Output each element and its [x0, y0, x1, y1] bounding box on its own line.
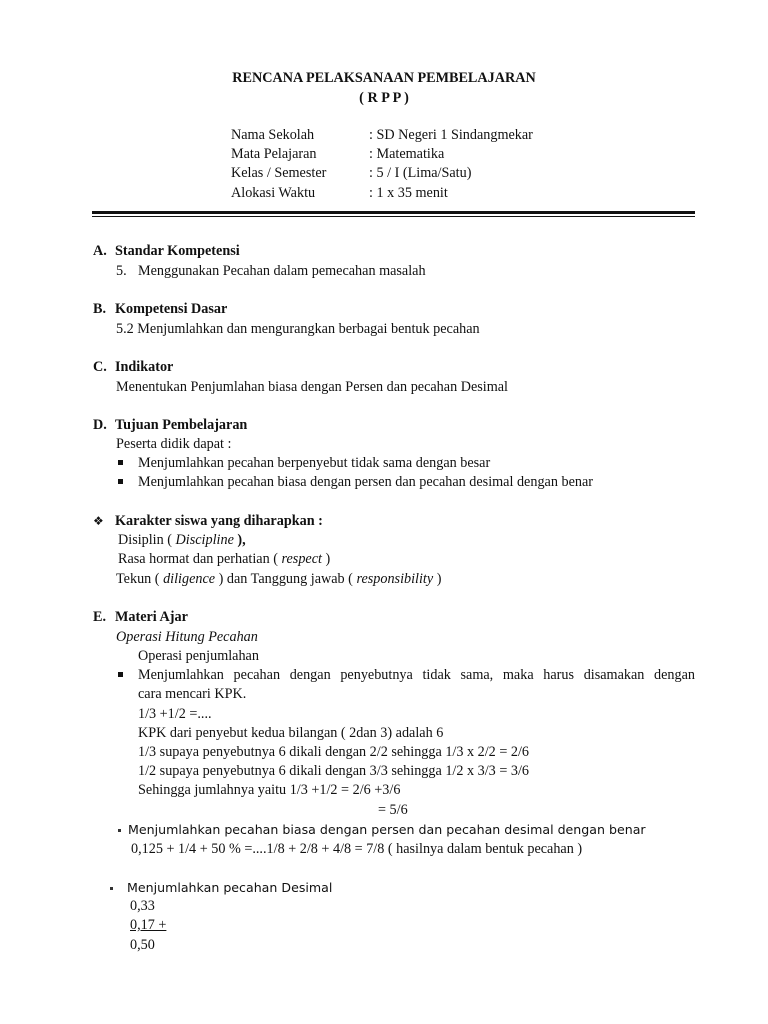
bullet-icon — [118, 460, 123, 465]
section-d-bullet: Menjumlahkan pecahan berpenyebut tidak sama dengan besar — [138, 455, 491, 471]
karakter-line — [118, 531, 246, 550]
info-value: : 5 / I (Lima/Satu) — [369, 165, 472, 181]
bullet-icon — [118, 672, 123, 677]
section-b-letter: B. — [93, 301, 107, 317]
karakter-text: ) — [433, 571, 442, 587]
section-a-title: Standar Kompetensi — [115, 243, 240, 259]
karakter-text: ) dan Tanggung jawab ( — [215, 571, 357, 587]
materi-bullet-text: cara mencari KPK. — [138, 686, 247, 702]
karakter-text: Disiplin ( — [118, 532, 176, 548]
section-b-title: Kompetensi Dasar — [115, 301, 228, 317]
section-b-item: 5.2 Menjumlahkan dan mengurangkan berbagai bentuk pecahan — [116, 321, 480, 337]
header-divider-thick — [92, 211, 695, 214]
document-subtitle: ( R P P ) — [359, 90, 409, 106]
calc-line: 0,125 + 1/4 + 50 % =....1/8 + 2/8 + 4/8 = 7/8 ( hasilnya dalam bentuk pecahan ) — [131, 841, 583, 857]
calc-line: Sehingga jumlahnya yaitu 1/3 +1/2 = 2/6 +3/6 — [138, 782, 401, 798]
karakter-term: Discipline — [175, 532, 234, 548]
section-e-letter: E. — [93, 609, 107, 625]
section-c-item: Menentukan Penjumlahan biasa dengan Persen dan pecahan Desimal — [116, 379, 508, 395]
header-divider-thin — [92, 216, 695, 217]
karakter-title: Karakter siswa yang diharapkan : — [115, 513, 323, 529]
info-label: Mata Pelajaran — [231, 146, 317, 162]
info-label: Alokasi Waktu — [231, 185, 316, 201]
section-d-intro: Peserta didik dapat : — [116, 436, 232, 452]
document-title: RENCANA PELAKSANAAN PEMBELAJARAN — [232, 70, 536, 86]
section-d-title: Tujuan Pembelajaran — [115, 417, 248, 433]
section-e-title: Materi Ajar — [115, 609, 188, 625]
calc-line: 1/2 supaya penyebutnya 6 dikali dengan 3/3 sehingga 1/2 x 3/3 = 3/6 — [138, 763, 529, 779]
section-e-subtitle: Operasi Hitung Pecahan — [116, 629, 258, 645]
calc-line: 1/3 supaya penyebutnya 6 dikali dengan 2/2 sehingga 1/3 x 2/2 = 2/6 — [138, 744, 529, 760]
calc-line: KPK dari penyebut kedua bilangan ( 2dan 3) adalah 6 — [138, 725, 444, 741]
bullet-icon — [118, 479, 123, 484]
decimal-operand-underlined: 0,17 + — [130, 917, 167, 933]
section-d-bullet: Menjumlahkan pecahan biasa dengan persen dan pecahan desimal dengan benar — [138, 474, 593, 490]
section-a-item: Menggunakan Pecahan dalam pemecahan masalah — [138, 263, 426, 279]
karakter-text: ) — [321, 551, 331, 567]
info-value: : Matematika — [369, 146, 445, 162]
info-label: Nama Sekolah — [231, 127, 315, 143]
calc-result: = 5/6 — [378, 802, 408, 818]
karakter-line — [118, 550, 330, 569]
karakter-text: ), — [233, 532, 246, 548]
materi-bullet-text: Menjumlahkan pecahan dengan penyebutnya tidak sama, maka harus disamakan dengan — [138, 667, 695, 683]
bullet-icon — [118, 829, 121, 832]
info-label: Kelas / Semester — [231, 165, 327, 181]
operation-title: Operasi penjumlahan — [138, 648, 259, 664]
info-value: : SD Negeri 1 Sindangmekar — [369, 127, 533, 143]
karakter-text: Tekun ( — [116, 571, 164, 587]
section-c-title: Indikator — [115, 359, 174, 375]
decimal-sum: 0,50 — [130, 937, 155, 953]
section-c-letter: C. — [93, 359, 107, 375]
karakter-term: respect — [281, 551, 322, 567]
section-a-letter: A. — [93, 243, 107, 259]
materi-bullet-text: Menjumlahkan pecahan Desimal — [127, 880, 333, 895]
diamond-bullet-icon: ❖ — [93, 514, 104, 528]
bullet-icon — [110, 887, 113, 890]
karakter-line — [116, 570, 441, 589]
section-d-letter: D. — [93, 417, 107, 433]
karakter-term: diligence — [163, 571, 216, 587]
section-a-item-number: 5. — [116, 263, 127, 279]
calc-line: 1/3 +1/2 =.... — [138, 706, 212, 722]
decimal-operand: 0,33 — [130, 898, 155, 914]
karakter-term: responsibility — [356, 571, 434, 587]
info-value: : 1 x 35 menit — [369, 185, 448, 201]
karakter-text: Rasa hormat dan perhatian ( — [118, 551, 282, 567]
materi-bullet-text: Menjumlahkan pecahan biasa dengan persen dan pecahan desimal dengan benar — [128, 822, 646, 837]
